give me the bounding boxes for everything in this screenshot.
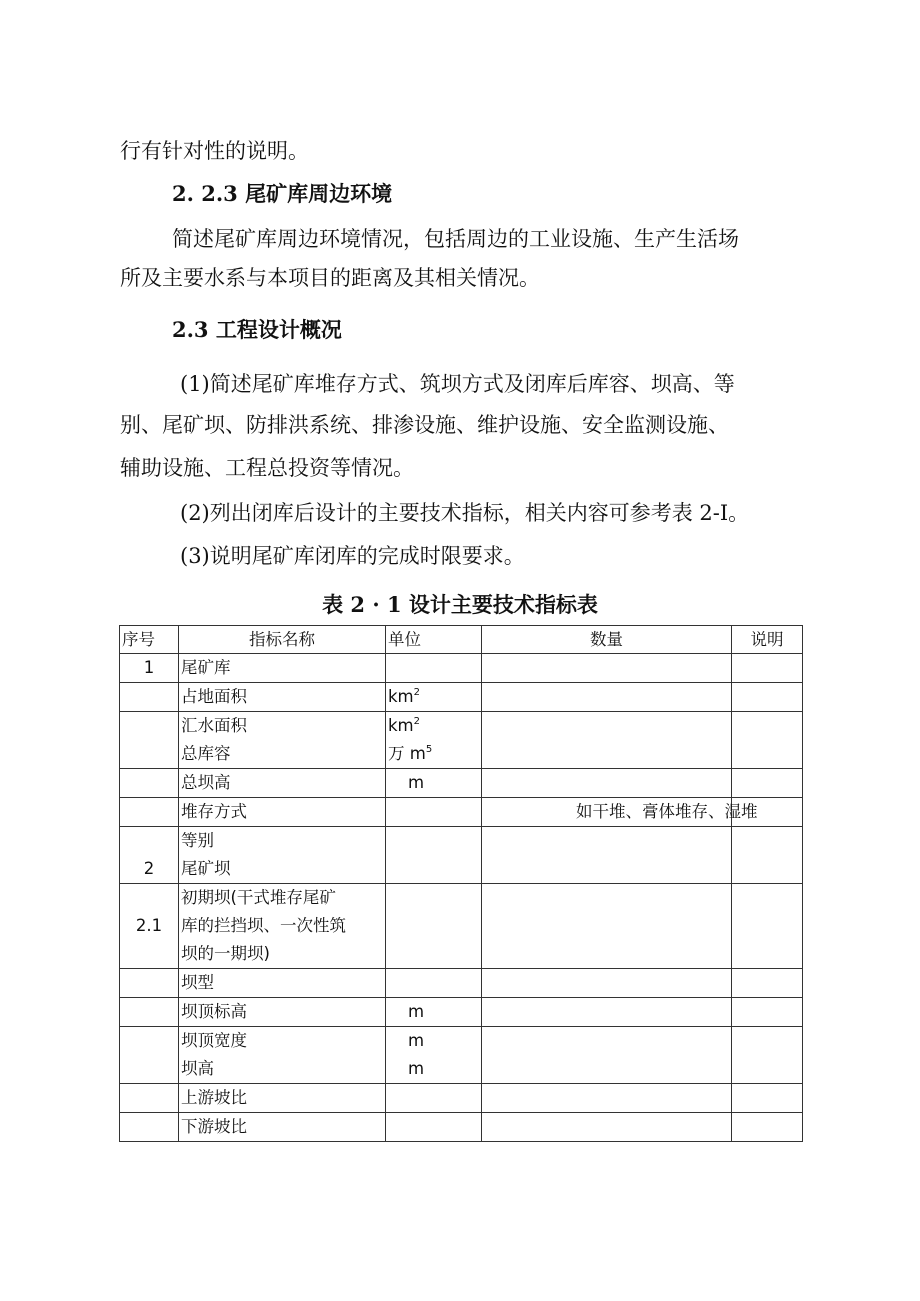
table-row bbox=[120, 1113, 803, 1142]
text-line: 行有针对性的说明。 bbox=[120, 139, 309, 163]
row-no bbox=[120, 998, 179, 1027]
row-qty bbox=[482, 769, 732, 798]
row-name: 汇水面积 总库容 bbox=[179, 712, 386, 769]
row-name: 占地面积 bbox=[179, 683, 386, 712]
row-qty bbox=[482, 712, 732, 769]
row-no: 1 bbox=[120, 654, 179, 683]
table-row bbox=[120, 998, 803, 1027]
header-note: 说明 bbox=[732, 626, 803, 654]
row-qty bbox=[482, 998, 732, 1027]
row-note bbox=[732, 1113, 803, 1142]
row-unit bbox=[386, 969, 482, 998]
row-name: 坝顶标高 bbox=[179, 998, 386, 1027]
row-name: 尾矿库 bbox=[179, 654, 386, 683]
header-name: 指标名称 bbox=[179, 626, 386, 654]
row-note bbox=[732, 769, 803, 798]
row-unit: $km^2$ bbox=[386, 683, 482, 712]
row-qty bbox=[482, 884, 732, 969]
header-no: 序号 bbox=[120, 626, 179, 654]
row-no bbox=[120, 683, 179, 712]
row-note bbox=[732, 1084, 803, 1113]
section-heading: 2. 2.3 尾矿库周边环境 bbox=[172, 181, 393, 206]
row-no bbox=[120, 969, 179, 998]
row-qty bbox=[482, 827, 732, 884]
table-row bbox=[120, 712, 803, 769]
row-name: 上游坡比 bbox=[179, 1084, 386, 1113]
paragraph-line: 简述尾矿库周边环境情况，包括周边的工业设施、生产生活场 bbox=[172, 227, 739, 251]
table-row bbox=[120, 884, 803, 969]
row-unit: m bbox=[386, 769, 482, 798]
row-note bbox=[732, 1027, 803, 1084]
row-no bbox=[120, 1027, 179, 1084]
section-heading: 2.3 工程设计概况 bbox=[172, 317, 342, 342]
row-name: 初期坝(干式堆存尾矿 库的拦挡坝、一次性筑 坝的一期坝) bbox=[179, 884, 386, 969]
row-qty bbox=[482, 1113, 732, 1142]
table-row bbox=[120, 683, 803, 712]
row-note bbox=[732, 827, 803, 884]
row-unit bbox=[386, 798, 482, 827]
table-row bbox=[120, 769, 803, 798]
row-note bbox=[732, 712, 803, 769]
row-name: 总坝高 bbox=[179, 769, 386, 798]
row-qty bbox=[482, 654, 732, 683]
row-unit: m m bbox=[386, 1027, 482, 1084]
row-no: 2.1 bbox=[120, 884, 179, 969]
table-header-row bbox=[120, 626, 803, 654]
table-row bbox=[120, 654, 803, 683]
row-unit bbox=[386, 884, 482, 969]
row-no bbox=[120, 712, 179, 769]
list-item-line: (1)简述尾矿库堆存方式、筑坝方式及闭库后库容、坝高、等 bbox=[180, 372, 735, 396]
row-no bbox=[120, 798, 179, 827]
row-note bbox=[732, 969, 803, 998]
row-qty: 如干堆、膏体堆存、湿堆 bbox=[482, 798, 732, 827]
spec-table bbox=[119, 625, 803, 1142]
list-item-line: 辅助设施、工程总投资等情况。 bbox=[120, 456, 414, 480]
row-no: 2 bbox=[120, 827, 179, 884]
row-qty bbox=[482, 683, 732, 712]
header-qty: 数量 bbox=[482, 626, 732, 654]
row-unit bbox=[386, 827, 482, 884]
table-title: 表 2 · 1 设计主要技术指标表 bbox=[322, 592, 598, 617]
row-name: 坝顶宽度 坝高 bbox=[179, 1027, 386, 1084]
header-unit: 单位 bbox=[386, 626, 482, 654]
row-name: 堆存方式 bbox=[179, 798, 386, 827]
row-note bbox=[732, 654, 803, 683]
list-item-line: 别、尾矿坝、防排洪系统、排渗设施、维护设施、安全监测设施、 bbox=[120, 413, 729, 437]
row-no bbox=[120, 1113, 179, 1142]
table-row bbox=[120, 1027, 803, 1084]
row-unit bbox=[386, 1113, 482, 1142]
paragraph-line: 所及主要水系与本项目的距离及其相关情况。 bbox=[120, 266, 540, 290]
table-row bbox=[120, 827, 803, 884]
row-note bbox=[732, 884, 803, 969]
row-unit bbox=[386, 1084, 482, 1113]
row-unit: m bbox=[386, 998, 482, 1027]
table-row bbox=[120, 1084, 803, 1113]
row-qty bbox=[482, 1027, 732, 1084]
row-no bbox=[120, 769, 179, 798]
table-row bbox=[120, 969, 803, 998]
row-note bbox=[732, 683, 803, 712]
row-qty bbox=[482, 969, 732, 998]
row-unit bbox=[386, 654, 482, 683]
list-item-line: (3)说明尾矿库闭库的完成时限要求。 bbox=[180, 544, 525, 568]
row-name: 下游坡比 bbox=[179, 1113, 386, 1142]
row-unit: $km^2$ 万 $m^5$ bbox=[386, 712, 482, 769]
row-name: 等别 尾矿坝 bbox=[179, 827, 386, 884]
row-no bbox=[120, 1084, 179, 1113]
row-name: 坝型 bbox=[179, 969, 386, 998]
list-item-line: (2)列出闭库后设计的主要技术指标，相关内容可参考表 2-I。 bbox=[180, 501, 750, 525]
table-row bbox=[120, 798, 803, 827]
row-note bbox=[732, 998, 803, 1027]
row-qty bbox=[482, 1084, 732, 1113]
